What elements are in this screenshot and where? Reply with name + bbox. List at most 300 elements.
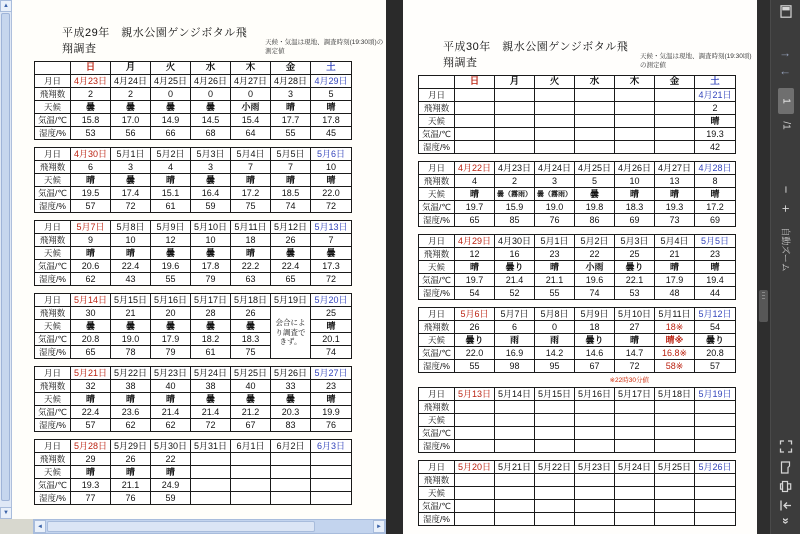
humidity-cell: 72	[311, 273, 352, 286]
temperature-cell	[311, 479, 352, 492]
pdf-viewer-window-h30	[386, 0, 800, 534]
row-label-cell: 湿度/%	[35, 200, 71, 213]
humidity-cell	[655, 141, 695, 154]
humidity-cell: 78	[111, 346, 151, 359]
humidity-cell: 59	[151, 492, 191, 505]
row-label-cell: 湿度/%	[419, 360, 455, 373]
weather-cell	[695, 487, 736, 500]
humidity-cell	[615, 141, 655, 154]
weather-cell: 晴	[455, 188, 495, 201]
flight-count-cell	[575, 401, 615, 414]
flight-count-cell: 26	[111, 453, 151, 466]
weather-cell	[495, 487, 535, 500]
humidity-cell: 45	[311, 127, 352, 140]
row-label-cell: 飛翔数	[419, 474, 455, 487]
row-label-cell: 湿度/%	[419, 513, 455, 526]
flight-count-cell: 18	[231, 234, 271, 247]
row-label-cell: 天候	[35, 247, 71, 260]
weather-cell: 晴※	[655, 334, 695, 347]
table-row	[419, 334, 736, 347]
date-cell: 5月11日	[655, 308, 695, 321]
table-row	[35, 367, 352, 380]
temperature-cell: 21.1	[111, 479, 151, 492]
temperature-cell: 24.9	[151, 479, 191, 492]
table-row	[419, 214, 736, 227]
temperature-cell	[655, 128, 695, 141]
row-label-cell: 飛翔数	[35, 453, 71, 466]
date-cell: 5月31日	[191, 440, 231, 453]
table-row	[35, 234, 352, 247]
temperature-cell	[695, 427, 736, 440]
table-row	[419, 487, 736, 500]
flight-count-cell: 0	[231, 88, 271, 101]
row-label-cell: 気温/℃	[419, 201, 455, 214]
print-icon[interactable]	[779, 480, 792, 493]
flight-count-cell	[495, 474, 535, 487]
presentation-mode-icon[interactable]	[779, 440, 792, 453]
date-cell: 5月9日	[151, 221, 191, 234]
table-row	[419, 201, 736, 214]
weather-cell: 曇り	[695, 334, 736, 347]
weekday-cell: 火	[151, 62, 191, 75]
survey-week-table	[418, 460, 736, 526]
humidity-cell	[495, 141, 535, 154]
humidity-cell: 72	[191, 419, 231, 432]
temperature-cell	[655, 427, 695, 440]
date-cell: 5月7日	[495, 308, 535, 321]
humidity-cell: 65	[455, 214, 495, 227]
humidity-cell	[455, 440, 495, 453]
row-label-cell: 気温/℃	[419, 347, 455, 360]
survey-week-table	[34, 293, 352, 359]
humidity-cell: 53	[71, 127, 111, 140]
flight-count-cell: 10	[191, 234, 231, 247]
date-cell: 5月30日	[151, 440, 191, 453]
pdf-scroll-thumb[interactable]	[759, 290, 768, 322]
date-cell: 5月20日	[311, 294, 352, 307]
temperature-cell: 17.9	[655, 274, 695, 287]
weather-cell	[615, 414, 655, 427]
weather-cell: 晴	[271, 101, 311, 114]
zoom-in-button[interactable]: +	[778, 204, 793, 213]
table-row	[419, 128, 736, 141]
humidity-cell: 69	[615, 214, 655, 227]
row-label-cell: 湿度/%	[35, 273, 71, 286]
weather-cell	[615, 115, 655, 128]
row-label-cell: 月日	[35, 148, 71, 161]
download-icon[interactable]	[779, 499, 792, 512]
humidity-cell: 55	[271, 127, 311, 140]
weather-cell	[535, 487, 575, 500]
row-label-cell: 月日	[419, 235, 455, 248]
date-cell: 5月28日	[71, 440, 111, 453]
date-cell: 5月19日	[271, 294, 311, 307]
temperature-cell: 20.6	[71, 260, 111, 273]
date-cell: 4月26日	[191, 75, 231, 88]
temperature-cell	[575, 500, 615, 513]
row-label-cell: 飛翔数	[35, 88, 71, 101]
humidity-cell: 52	[495, 287, 535, 300]
survey-week-table	[418, 307, 736, 373]
date-cell: 6月1日	[231, 440, 271, 453]
humidity-cell: 73	[655, 214, 695, 227]
table-row	[419, 287, 736, 300]
temperature-cell: 14.5	[191, 114, 231, 127]
flight-count-cell: 26	[455, 321, 495, 334]
flight-count-cell	[575, 102, 615, 115]
zoom-out-button[interactable]: −	[778, 185, 793, 194]
flight-count-cell: 7	[311, 234, 352, 247]
humidity-cell: 43	[111, 273, 151, 286]
temperature-cell: 19.3	[71, 479, 111, 492]
survey-week-table	[418, 161, 736, 227]
weather-cell: 曇	[111, 174, 151, 187]
table-row	[35, 88, 352, 101]
temperature-cell: 22.0	[311, 187, 352, 200]
flight-count-cell: 4	[151, 161, 191, 174]
date-cell: 4月26日	[615, 162, 655, 175]
row-label-cell: 気温/℃	[35, 260, 71, 273]
table-row	[419, 308, 736, 321]
row-label-cell: 湿度/%	[419, 287, 455, 300]
weekday-header-row	[35, 62, 352, 75]
date-cell: 6月2日	[271, 440, 311, 453]
temperature-cell: 19.5	[71, 187, 111, 200]
weather-cell: 曇り	[615, 261, 655, 274]
temperature-cell: 18.3	[231, 333, 271, 346]
flight-count-cell: 28	[191, 307, 231, 320]
temperature-cell: 19.9	[311, 406, 352, 419]
row-label-cell: 湿度/%	[35, 346, 71, 359]
humidity-cell: 62	[151, 419, 191, 432]
flight-count-cell	[495, 102, 535, 115]
table-row	[419, 261, 736, 274]
row-label-cell: 飛翔数	[35, 234, 71, 247]
table-row	[35, 127, 352, 140]
table-row	[35, 114, 352, 127]
left-horizontal-scrollbar[interactable]	[33, 519, 386, 534]
date-cell: 4月30日	[495, 235, 535, 248]
weather-cell	[535, 115, 575, 128]
row-label-cell: 湿度/%	[419, 141, 455, 154]
humidity-cell: 56	[111, 127, 151, 140]
weather-cell	[271, 466, 311, 479]
left-vertical-scrollbar[interactable]	[0, 0, 12, 519]
open-file-icon[interactable]	[779, 461, 792, 474]
weather-cell: 晴	[535, 261, 575, 274]
temperature-cell: 17.8	[191, 260, 231, 273]
date-cell: 5月11日	[231, 221, 271, 234]
flight-count-cell: 54	[695, 321, 736, 334]
flight-count-cell	[535, 474, 575, 487]
date-cell: 5月13日	[455, 388, 495, 401]
humidity-cell: 67	[575, 360, 615, 373]
flight-count-cell	[655, 474, 695, 487]
weather-cell: 晴	[695, 115, 736, 128]
table-row	[35, 440, 352, 453]
temperature-cell: 20.8	[695, 347, 736, 360]
temperature-cell	[495, 128, 535, 141]
humidity-cell: 74	[271, 200, 311, 213]
weekday-header-row	[419, 76, 736, 89]
humidity-cell	[535, 513, 575, 526]
weather-cell: 曇	[271, 393, 311, 406]
humidity-cell	[615, 440, 655, 453]
date-cell: 5月13日	[311, 221, 352, 234]
temperature-cell	[615, 427, 655, 440]
temperature-cell	[575, 427, 615, 440]
table-row	[35, 479, 352, 492]
humidity-cell: 62	[111, 419, 151, 432]
table-row	[35, 466, 352, 479]
date-cell: 5月29日	[111, 440, 151, 453]
weather-cell: 曇	[575, 188, 615, 201]
table-row	[419, 388, 736, 401]
toolbar-more-tools-button[interactable]: »	[778, 517, 793, 525]
flight-count-cell	[455, 102, 495, 115]
temperature-cell	[575, 128, 615, 141]
table-row	[35, 419, 352, 432]
pdf-toolbar	[770, 0, 800, 534]
humidity-cell	[655, 513, 695, 526]
row-label-cell: 気温/℃	[419, 274, 455, 287]
date-cell: 5月15日	[111, 294, 151, 307]
row-label-cell: 月日	[35, 294, 71, 307]
humidity-cell: 59	[191, 200, 231, 213]
zoom-select[interactable]: 自動ズーム	[780, 227, 790, 272]
vertical-scroll-thumb[interactable]	[1, 13, 10, 501]
date-cell: 5月10日	[615, 308, 655, 321]
date-cell: 5月6日	[455, 308, 495, 321]
temperature-cell: 22.0	[455, 347, 495, 360]
sidebar-toggle-icon[interactable]	[779, 5, 792, 18]
date-cell: 5月21日	[71, 367, 111, 380]
scroll-up-button[interactable]: ▲	[0, 0, 12, 12]
weather-cell: 晴	[455, 261, 495, 274]
temperature-cell	[535, 500, 575, 513]
table-row	[35, 161, 352, 174]
humidity-cell	[455, 141, 495, 154]
flight-count-cell: 18※	[655, 321, 695, 334]
date-cell: 5月24日	[615, 461, 655, 474]
flight-count-cell: 38	[111, 380, 151, 393]
humidity-cell: 53	[615, 287, 655, 300]
weather-cell: 晴	[311, 101, 352, 114]
measurement-time-footnote: ※22時30分値	[609, 377, 649, 384]
weather-cell: 晴	[311, 320, 352, 333]
table-row	[419, 347, 736, 360]
date-cell: 5月6日	[311, 148, 352, 161]
table-row	[35, 75, 352, 88]
table-row	[419, 115, 736, 128]
row-label-cell: 天候	[419, 414, 455, 427]
date-cell: 5月3日	[615, 235, 655, 248]
date-cell: 5月12日	[271, 221, 311, 234]
flight-count-cell: 32	[71, 380, 111, 393]
flight-count-cell: 10	[311, 161, 352, 174]
row-label-cell: 湿度/%	[35, 419, 71, 432]
survey-week-table	[34, 61, 352, 140]
weekday-cell: 木	[231, 62, 271, 75]
scroll-down-button[interactable]: ▼	[0, 507, 12, 519]
table-row	[419, 175, 736, 188]
flight-count-cell: 5	[311, 88, 352, 101]
row-label-cell: 飛翔数	[35, 161, 71, 174]
table-row	[35, 200, 352, 213]
temperature-cell: 17.8	[311, 114, 352, 127]
scroll-left-button[interactable]: ◄	[34, 520, 46, 533]
humidity-cell	[695, 440, 736, 453]
temperature-cell: 14.2	[535, 347, 575, 360]
date-cell	[655, 89, 695, 102]
measurement-note: 天候・気温は現地、調査時刻(19:30頃)の測定値	[265, 39, 384, 55]
date-cell: 5月14日	[495, 388, 535, 401]
flight-count-cell: 9	[71, 234, 111, 247]
weekday-cell: 日	[455, 76, 495, 89]
flight-count-cell	[615, 474, 655, 487]
table-row	[419, 188, 736, 201]
weather-cell: 晴	[71, 247, 111, 260]
table-row	[419, 235, 736, 248]
date-cell: 5月3日	[191, 148, 231, 161]
table-row	[419, 102, 736, 115]
weekday-cell: 月	[111, 62, 151, 75]
next-page-button[interactable]: ↓	[778, 70, 793, 76]
temperature-cell	[455, 128, 495, 141]
date-cell: 5月5日	[271, 148, 311, 161]
date-cell	[535, 89, 575, 102]
row-label-cell: 天候	[35, 101, 71, 114]
humidity-cell: 44	[695, 287, 736, 300]
row-label-cell: 飛翔数	[419, 321, 455, 334]
humidity-cell: 68	[191, 127, 231, 140]
date-cell: 5月23日	[151, 367, 191, 380]
flight-count-cell: 40	[151, 380, 191, 393]
humidity-cell	[535, 141, 575, 154]
table-row	[35, 148, 352, 161]
previous-page-button[interactable]: ↑	[778, 52, 793, 58]
table-row	[35, 393, 352, 406]
row-label-cell: 天候	[419, 487, 455, 500]
humidity-cell	[655, 440, 695, 453]
humidity-cell: 66	[151, 127, 191, 140]
weather-cell: 曇	[151, 101, 191, 114]
temperature-cell: 17.9	[151, 333, 191, 346]
page-title: 平成30年 親水公園ゲンジボタル飛翔調査	[443, 41, 629, 69]
table-row	[419, 474, 736, 487]
flight-count-cell	[655, 401, 695, 414]
weather-cell: 晴	[71, 466, 111, 479]
row-label-cell: 月日	[35, 75, 71, 88]
temperature-cell: 14.9	[151, 114, 191, 127]
humidity-cell	[615, 513, 655, 526]
table-row	[35, 101, 352, 114]
temperature-cell: 19.0	[535, 201, 575, 214]
date-cell	[455, 89, 495, 102]
pdf-vertical-scrollbar[interactable]	[757, 0, 770, 534]
humidity-cell: 61	[191, 346, 231, 359]
flight-count-cell	[615, 401, 655, 414]
humidity-cell: 72	[615, 360, 655, 373]
page-total-label: /1	[780, 121, 791, 130]
date-cell: 5月26日	[271, 367, 311, 380]
temperature-cell: 19.3	[695, 128, 736, 141]
row-label-cell: 湿度/%	[419, 214, 455, 227]
humidity-cell: 65	[271, 273, 311, 286]
date-cell: 5月23日	[575, 461, 615, 474]
merged-note-cell: 会合により調査できず。	[271, 307, 311, 359]
corner-cell	[419, 76, 455, 89]
row-label-cell: 月日	[35, 367, 71, 380]
weather-cell: 曇	[111, 320, 151, 333]
table-row	[419, 274, 736, 287]
flight-count-cell: 10	[615, 175, 655, 188]
humidity-cell	[231, 492, 271, 505]
table-row	[419, 360, 736, 373]
weather-cell	[495, 414, 535, 427]
temperature-cell: 17.2	[231, 187, 271, 200]
humidity-cell: 48	[655, 287, 695, 300]
horizontal-scroll-thumb[interactable]	[47, 521, 315, 532]
flight-count-cell: 23	[535, 248, 575, 261]
weekday-cell: 水	[191, 62, 231, 75]
flight-count-cell: 21	[111, 307, 151, 320]
humidity-cell: 55	[151, 273, 191, 286]
table-row	[419, 440, 736, 453]
temperature-cell: 23.6	[111, 406, 151, 419]
date-cell: 5月26日	[695, 461, 736, 474]
humidity-cell: 67	[231, 419, 271, 432]
temperature-cell	[455, 427, 495, 440]
humidity-cell: 76	[311, 419, 352, 432]
humidity-cell: 76	[111, 492, 151, 505]
date-cell: 5月18日	[655, 388, 695, 401]
row-label-cell: 気温/℃	[35, 406, 71, 419]
survey-week-table	[418, 387, 736, 453]
temperature-cell: 19.6	[151, 260, 191, 273]
flight-count-cell: 18	[575, 321, 615, 334]
humidity-cell: 42	[695, 141, 736, 154]
date-cell: 5月18日	[231, 294, 271, 307]
weather-cell: 曇	[111, 101, 151, 114]
weather-cell: 曇	[191, 174, 231, 187]
date-cell: 5月25日	[655, 461, 695, 474]
humidity-cell: 74	[311, 346, 352, 359]
temperature-cell	[495, 500, 535, 513]
temperature-cell: 22.2	[231, 260, 271, 273]
temperature-cell	[535, 128, 575, 141]
flight-count-cell: 3	[535, 175, 575, 188]
flight-count-cell: 3	[271, 88, 311, 101]
weather-cell: 晴	[311, 174, 352, 187]
temperature-cell: 19.6	[575, 274, 615, 287]
flight-count-cell: 5	[575, 175, 615, 188]
scroll-right-button[interactable]: ►	[373, 520, 385, 533]
row-label-cell: 天候	[35, 466, 71, 479]
humidity-cell: 62	[71, 273, 111, 286]
weather-cell: 曇	[191, 247, 231, 260]
flight-count-cell: 12	[455, 248, 495, 261]
flight-count-cell: 25	[311, 307, 352, 320]
weather-cell: 曇	[191, 101, 231, 114]
date-cell: 4月27日	[231, 75, 271, 88]
row-label-cell: 天候	[35, 393, 71, 406]
weather-cell: 曇り	[455, 334, 495, 347]
temperature-cell: 16.4	[191, 187, 231, 200]
weekday-cell: 木	[615, 76, 655, 89]
date-cell: 5月16日	[151, 294, 191, 307]
page-number-input[interactable]: 1	[778, 88, 794, 114]
